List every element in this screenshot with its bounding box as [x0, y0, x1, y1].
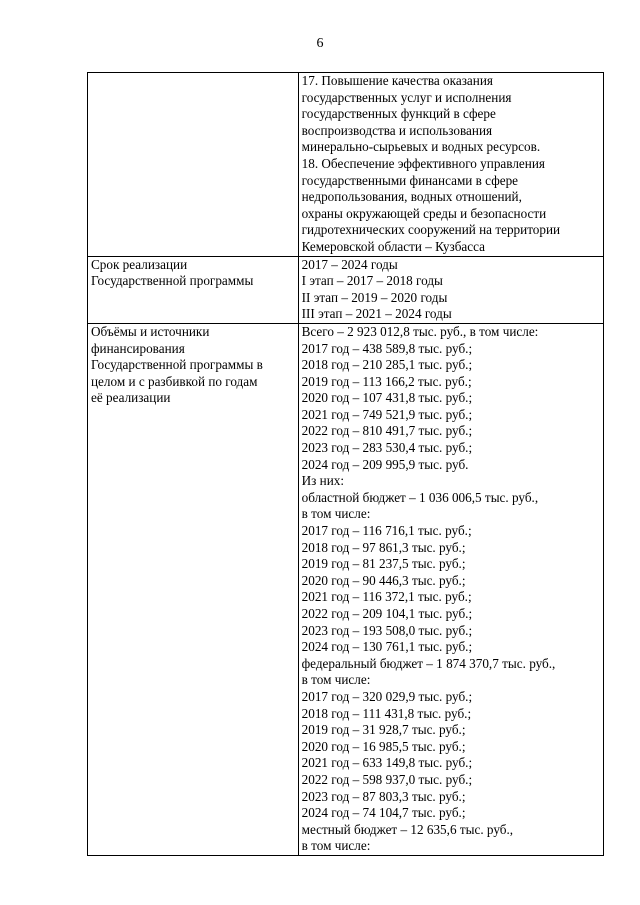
content-line: I этап – 2017 – 2018 годы	[301, 273, 443, 289]
content-line: в том числе:	[301, 506, 371, 522]
content-line: местный бюджет – 12 635,6 тыс. руб.,	[301, 821, 514, 837]
row-label-cell	[88, 323, 299, 855]
content-line: 2022 год – 810 491,7 тыс. руб.;	[301, 423, 473, 439]
content-line: 2023 год – 87 803,3 тыс. руб.;	[301, 788, 466, 804]
content-line: государственных услуг и исполнения	[301, 89, 512, 105]
content-line: 2021 год – 633 149,8 тыс. руб.;	[301, 755, 473, 771]
content-line: 2021 год – 116 372,1 тыс. руб.;	[301, 589, 472, 605]
content-line: 2018 год – 210 285,1 тыс. руб.;	[301, 357, 473, 373]
content-line: 2017 год – 320 029,9 тыс. руб.;	[301, 688, 473, 704]
row-content-cell	[298, 73, 603, 257]
label-line: финансирования	[91, 340, 185, 356]
content-line: в том числе:	[301, 838, 371, 854]
content-line: 2020 год – 90 446,3 тыс. руб.;	[301, 572, 466, 588]
content-line: 2017 – 2024 годы	[301, 256, 398, 272]
content-line: 2020 год – 107 431,8 тыс. руб.;	[301, 390, 473, 406]
content-line: 2022 год – 598 937,0 тыс. руб.;	[301, 771, 473, 787]
content-line: гидротехнических сооружений на территории	[301, 222, 561, 238]
content-line: 2017 год – 116 716,1 тыс. руб.;	[301, 523, 472, 539]
content-line: Всего – 2 923 012,8 тыс. руб., в том числе:	[301, 323, 539, 339]
label-line: Государственной программы в	[91, 357, 263, 373]
program-passport-table	[87, 72, 604, 856]
implementation-period-row	[88, 256, 604, 323]
content-line: 2023 год – 283 530,4 тыс. руб.;	[301, 440, 473, 456]
content-line: воспроизводства и использования	[301, 122, 493, 138]
content-line: 17. Повышение качества оказания	[301, 73, 493, 88]
content-line: III этап – 2021 – 2024 годы	[301, 306, 452, 322]
content-line: 2024 год – 130 761,1 тыс. руб.;	[301, 639, 473, 655]
content-line: 2018 год – 111 431,8 тыс. руб.;	[301, 705, 472, 721]
content-line: 2019 год – 31 928,7 тыс. руб.;	[301, 722, 466, 738]
content-line: Кемеровской области – Кузбасса	[301, 238, 486, 254]
table-body	[88, 73, 604, 856]
content-line: государственных функций в сфере	[301, 106, 496, 122]
content-line: 2019 год – 113 166,2 тыс. руб.;	[301, 373, 472, 389]
content-line: недропользования, водных отношений,	[301, 189, 522, 205]
label-line: Объёмы и источники	[91, 323, 210, 339]
content-line: охраны окружающей среды и безопасности	[301, 205, 547, 221]
content-line: 2022 год – 209 104,1 тыс. руб.;	[301, 606, 473, 621]
content-line: Из них:	[301, 473, 345, 489]
content-line: 2019 год – 81 237,5 тыс. руб.;	[301, 556, 466, 572]
content-line: 2020 год – 16 985,5 тыс. руб.;	[301, 738, 466, 754]
label-line: Государственной программы	[91, 273, 254, 289]
page-number: 6	[316, 36, 324, 51]
label-line: Срок реализации	[91, 256, 188, 272]
content-line: областной бюджет – 1 036 006,5 тыс. руб.,	[301, 489, 539, 505]
content-line: II этап – 2019 – 2020 годы	[301, 289, 448, 305]
label-line: целом и с разбивкой по годам	[91, 373, 258, 389]
row-content-cell	[298, 256, 603, 323]
financing-row	[88, 323, 604, 855]
content-line: в том числе:	[301, 672, 371, 688]
row-label-cell	[88, 256, 299, 323]
content-line: 2023 год – 193 508,0 тыс. руб.;	[301, 622, 473, 638]
row-content-cell	[298, 323, 603, 855]
content-line: 2017 год – 438 589,8 тыс. руб.;	[301, 340, 473, 356]
content-line: минерально-сырьевых и водных ресурсов.	[301, 139, 541, 155]
label-line: её реализации	[91, 390, 171, 406]
content-line: 2021 год – 749 521,9 тыс. руб.;	[301, 406, 473, 422]
content-line: государственными финансами в сфере	[301, 172, 519, 188]
content-line: федеральный бюджет – 1 874 370,7 тыс. руб.,	[301, 655, 556, 671]
content-line: 2018 год – 97 861,3 тыс. руб.;	[301, 539, 466, 555]
content-line: 2024 год – 74 104,7 тыс. руб.;	[301, 805, 466, 821]
content-line: 2024 год – 209 995,9 тыс. руб.	[301, 456, 469, 472]
goals-row	[88, 73, 604, 257]
row-label-cell	[88, 73, 299, 257]
content-line: 18. Обеспечение эффективного управления	[301, 155, 545, 171]
